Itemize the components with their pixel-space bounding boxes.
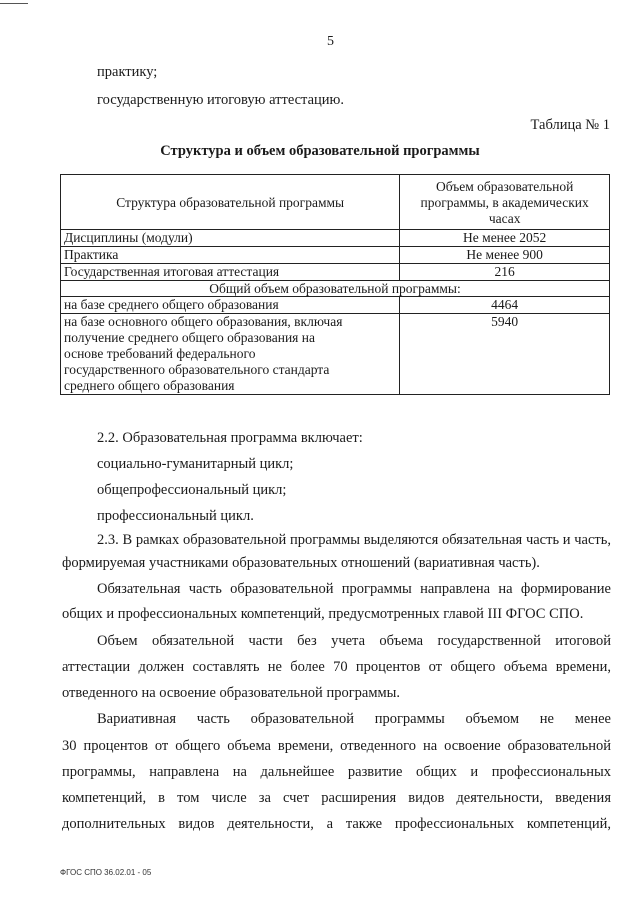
row-label: Государственная итоговая аттестация [61, 263, 400, 280]
table-label: Таблица № 1 [530, 117, 610, 133]
table-total-row [61, 280, 610, 297]
header-structure: Структура образовательной программы [61, 175, 400, 230]
row-value: 216 [400, 263, 610, 280]
table-row [61, 297, 610, 314]
variable-part-line: Вариативная часть образовательной программы объемом не менее [97, 711, 611, 727]
scan-corner-mark [0, 3, 28, 4]
row-label-line: получение среднего общего образования на [64, 330, 315, 346]
para-2-3-line: 2.3. В рамках образовательной программы выделяются обязательная часть и часть, [97, 532, 611, 548]
variable-part-line: компетенций, в том числе за счет расширения видов деятельности, введения [62, 790, 611, 806]
row-label-line: среднего общего образования [64, 378, 235, 394]
header-volume-line: программы, в академических [420, 194, 589, 210]
para-2-3-line: формируемая участниками образовательных отношений (вариативная часть). [62, 555, 540, 571]
page-number: 5 [327, 34, 334, 49]
mandatory-part-line: Обязательная часть образовательной программы направлена на формирование [97, 581, 611, 597]
row-label: на базе среднего общего образования [61, 297, 400, 314]
row-value: Не менее 900 [400, 246, 610, 263]
header-volume-line: Объем образовательной [435, 179, 574, 194]
section-2-2-heading: 2.2. Образовательная программа включает: [97, 430, 363, 446]
table-row [61, 263, 610, 280]
variable-part-line: программы, направлена на дальнейшее развитие общих и профессиональных [62, 764, 611, 780]
header-volume [400, 175, 610, 230]
cycle-item: профессиональный цикл. [97, 508, 254, 524]
table-row [61, 229, 610, 246]
intro-line-practice: практику; [97, 64, 158, 80]
row-value: Не менее 2052 [400, 229, 610, 246]
table-header-row [61, 175, 610, 230]
header-volume-line: часах [488, 210, 521, 226]
total-label: Общий объем образовательной программы: [61, 280, 610, 297]
cycle-item: общепрофессиональный цикл; [97, 482, 287, 498]
mandatory-part-line: общих и профессиональных компетенций, предусмотренных главой III ФГОС СПО. [62, 606, 584, 622]
row-label: Дисциплины (модули) [61, 229, 400, 246]
row-value: 4464 [400, 297, 610, 314]
table-row [61, 314, 610, 395]
row-label [61, 314, 400, 395]
mandatory-volume-line: Объем обязательной части без учета объема государственной итоговой [97, 633, 611, 649]
cycle-item: социально-гуманитарный цикл; [97, 456, 294, 472]
program-structure-table [60, 174, 610, 395]
mandatory-volume-line: аттестации должен составлять не более 70 процентов от общего объема времени, [62, 659, 611, 675]
variable-part-line: дополнительных видов деятельности, а также профессиональных компетенций, [62, 816, 611, 832]
variable-part-line: 30 процентов от общего объема времени, отведенного на освоение образовательной [62, 738, 611, 754]
row-label-line: на базе основного общего образования, включая [64, 314, 343, 330]
document-footer: ФГОС СПО 36.02.01 - 05 [60, 868, 152, 877]
mandatory-volume-line: отведенного на освоение образовательной программы. [62, 685, 401, 701]
table-title: Структура и объем образовательной программы [160, 143, 480, 159]
row-label-line: основе требований федерального [64, 346, 256, 362]
table-row [61, 246, 610, 263]
row-label: Практика [61, 246, 400, 263]
row-value: 5940 [400, 314, 610, 395]
row-label-line: государственного образовательного стандарта [64, 362, 330, 378]
intro-line-attestation: государственную итоговую аттестацию. [97, 92, 344, 108]
